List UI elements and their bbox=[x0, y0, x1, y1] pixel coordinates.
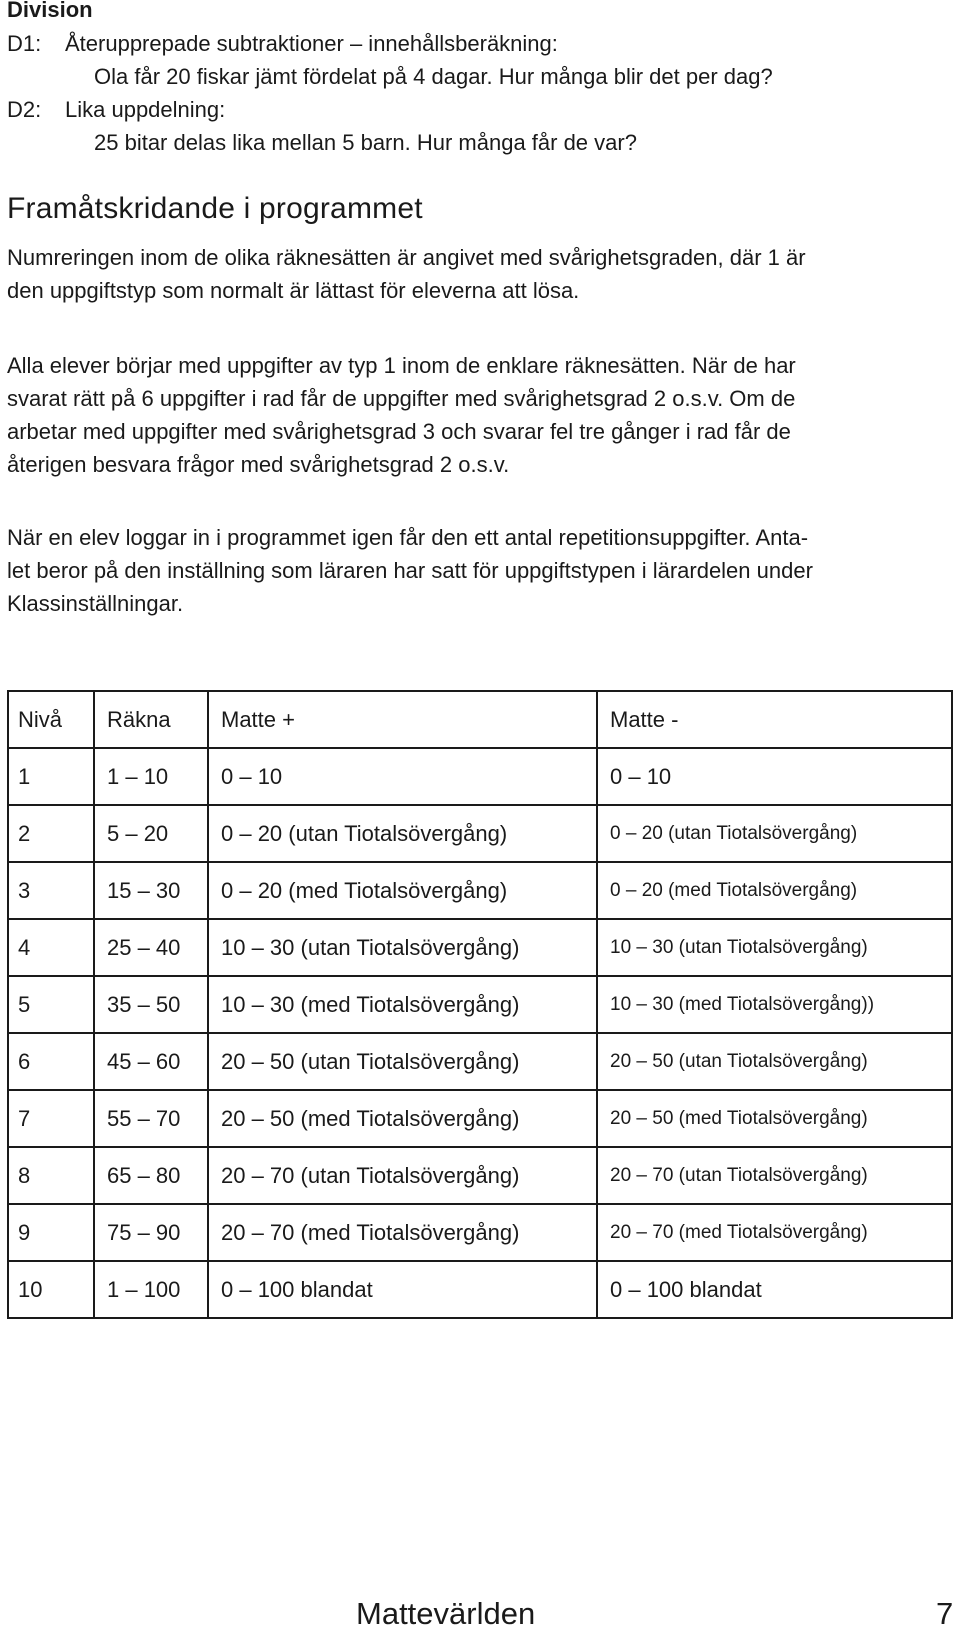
paragraph-line: återigen besvara frågor med svårighetsgrad 2 o.s.v. bbox=[7, 452, 510, 477]
table-cell: 10 – 30 (med Tiotalsövergång) bbox=[208, 976, 597, 1033]
section-heading: Framåtskridande i programmet bbox=[7, 192, 423, 225]
table-row bbox=[8, 919, 952, 976]
table-cell: 20 – 50 (utan Tiotalsövergång) bbox=[597, 1033, 952, 1090]
table-cell: 75 – 90 bbox=[94, 1204, 208, 1261]
table-cell: 0 – 20 (utan Tiotalsövergång) bbox=[597, 805, 952, 862]
levels-table bbox=[7, 690, 953, 1319]
item-code: D1: bbox=[7, 31, 42, 56]
paragraph bbox=[7, 521, 955, 620]
paragraph-line: den uppgiftstyp som normalt är lättast för eleverna att lösa. bbox=[7, 278, 580, 303]
header-cell-niva: Nivå bbox=[8, 691, 94, 748]
paragraph-line: När en elev loggar in i programmet igen får den ett antal repetitionsuppgifter. Anta- bbox=[7, 525, 809, 550]
header-cell-matte-plus: Matte + bbox=[208, 691, 597, 748]
paragraph-line: Alla elever börjar med uppgifter av typ 1 inom de enklare räknesätten. När de har bbox=[7, 353, 796, 378]
table-cell: 0 – 100 blandat bbox=[208, 1261, 597, 1318]
table-cell: 10 – 30 (med Tiotalsövergång)) bbox=[597, 976, 952, 1033]
table-row bbox=[8, 862, 952, 919]
table-cell: 20 – 70 (med Tiotalsövergång) bbox=[597, 1204, 952, 1261]
table-cell: 0 – 100 blandat bbox=[597, 1261, 952, 1318]
header-cell-rakna: Räkna bbox=[94, 691, 208, 748]
table-header-row bbox=[8, 691, 952, 748]
table-cell: 4 bbox=[8, 919, 94, 976]
item-title: Återupprepade subtraktioner – innehållsberäkning: bbox=[65, 31, 558, 56]
table-cell: 1 bbox=[8, 748, 94, 805]
table-cell: 6 bbox=[8, 1033, 94, 1090]
table-row bbox=[8, 1147, 952, 1204]
item-title: Lika uppdelning: bbox=[65, 97, 226, 122]
table-cell: 15 – 30 bbox=[94, 862, 208, 919]
table-cell: 10 bbox=[8, 1261, 94, 1318]
table-cell: 0 – 10 bbox=[208, 748, 597, 805]
table-cell: 20 – 50 (med Tiotalsövergång) bbox=[208, 1090, 597, 1147]
table-cell: 2 bbox=[8, 805, 94, 862]
table-cell: 55 – 70 bbox=[94, 1090, 208, 1147]
item-code: D2: bbox=[7, 97, 42, 122]
table-cell: 0 – 20 (utan Tiotalsövergång) bbox=[208, 805, 597, 862]
page-number: 7 bbox=[936, 1596, 954, 1631]
table-cell: 0 – 20 (med Tiotalsövergång) bbox=[597, 862, 952, 919]
table-row bbox=[8, 1033, 952, 1090]
table-cell: 35 – 50 bbox=[94, 976, 208, 1033]
table-cell: 0 – 10 bbox=[597, 748, 952, 805]
footer-title: Mattevärlden bbox=[356, 1596, 536, 1631]
header-cell-matte-minus: Matte - bbox=[597, 691, 952, 748]
division-heading: Division bbox=[7, 0, 93, 22]
table-cell: 7 bbox=[8, 1090, 94, 1147]
table-row bbox=[8, 748, 952, 805]
paragraph bbox=[7, 241, 955, 307]
table-cell: 0 – 20 (med Tiotalsövergång) bbox=[208, 862, 597, 919]
table-row bbox=[8, 1090, 952, 1147]
table-cell: 5 – 20 bbox=[94, 805, 208, 862]
paragraph-line: svarat rätt på 6 uppgifter i rad får de uppgifter med svårighetsgrad 2 o.s.v. Om de bbox=[7, 386, 796, 411]
item-example: 25 bitar delas lika mellan 5 barn. Hur många får de var? bbox=[94, 130, 637, 155]
table-row bbox=[8, 976, 952, 1033]
table-cell: 10 – 30 (utan Tiotalsövergång) bbox=[208, 919, 597, 976]
table-cell: 10 – 30 (utan Tiotalsövergång) bbox=[597, 919, 952, 976]
table-cell: 65 – 80 bbox=[94, 1147, 208, 1204]
paragraph-line: let beror på den inställning som läraren har satt för uppgiftstypen i lärardelen under bbox=[7, 558, 813, 583]
table-cell: 1 – 10 bbox=[94, 748, 208, 805]
table-row bbox=[8, 1261, 952, 1318]
table-cell: 9 bbox=[8, 1204, 94, 1261]
table-row bbox=[8, 1204, 952, 1261]
table-cell: 5 bbox=[8, 976, 94, 1033]
table-cell: 1 – 100 bbox=[94, 1261, 208, 1318]
table-cell: 20 – 50 (utan Tiotalsövergång) bbox=[208, 1033, 597, 1090]
paragraph-line: Klassinställningar. bbox=[7, 591, 184, 616]
table-row bbox=[8, 805, 952, 862]
table-cell: 20 – 70 (utan Tiotalsövergång) bbox=[597, 1147, 952, 1204]
item-example: Ola får 20 fiskar jämt fördelat på 4 dagar. Hur många blir det per dag? bbox=[94, 64, 773, 89]
table-cell: 25 – 40 bbox=[94, 919, 208, 976]
table-cell: 20 – 70 (med Tiotalsövergång) bbox=[208, 1204, 597, 1261]
paragraph-line: Numreringen inom de olika räknesätten är angivet med svårighetsgraden, där 1 är bbox=[7, 245, 806, 270]
table-cell: 3 bbox=[8, 862, 94, 919]
table-cell: 8 bbox=[8, 1147, 94, 1204]
paragraph-line: arbetar med uppgifter med svårighetsgrad 3 och svarar fel tre gånger i rad får de bbox=[7, 419, 791, 444]
paragraph bbox=[7, 349, 955, 481]
table-cell: 20 – 70 (utan Tiotalsövergång) bbox=[208, 1147, 597, 1204]
table-cell: 45 – 60 bbox=[94, 1033, 208, 1090]
table-cell: 20 – 50 (med Tiotalsövergång) bbox=[597, 1090, 952, 1147]
